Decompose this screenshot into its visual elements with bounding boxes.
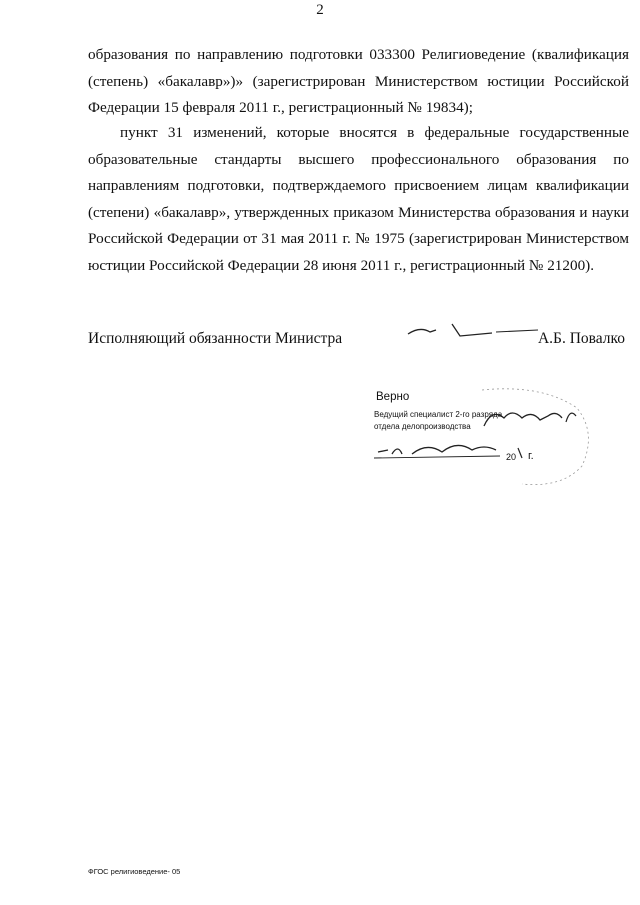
- stamp-handwriting: [372, 388, 602, 488]
- stamp-year-abbrev: г.: [528, 450, 534, 462]
- stamp-year: 20: [506, 452, 517, 462]
- stamp-department: отдела делопроизводства: [374, 422, 471, 431]
- paragraph-1: образования по направлению подготовки 033300 Религиоведение (квалификация (степень) «бакалавр»)» (зарегистрирован Министерством юстиции Российской Федерации 15 февраля 2011 г., регистрационный № 19834);: [88, 46, 629, 116]
- footer-code: ФГОС религиоведение- 05: [88, 867, 181, 876]
- page-number: 2: [316, 2, 324, 18]
- signatory-title: Исполняющий обязанности Министра: [88, 330, 343, 347]
- certification-stamp: [372, 388, 602, 488]
- stamp-verno: Верно: [376, 391, 410, 403]
- paragraph-2: пункт 31 изменений, которые вносятся в федеральные государственные образовательные стандарты высшего профессионального образования по направлениям подготовки, подтверждаемого присвоением лицам квалификации (степени) «бакалавр», утвержденных приказом Министерства образования и науки Российской Федерации от 31 мая 2011 г. № 1975 (зарегистрирован Министерством юстиции Российской Федерации 28 июня 2011 г., регистрационный № 21200).: [88, 124, 629, 274]
- stamp-position: Ведущий специалист 2-го разряда: [374, 410, 503, 419]
- signatory-name: А.Б. Повалко: [537, 330, 625, 347]
- signature-scribble: [400, 318, 540, 348]
